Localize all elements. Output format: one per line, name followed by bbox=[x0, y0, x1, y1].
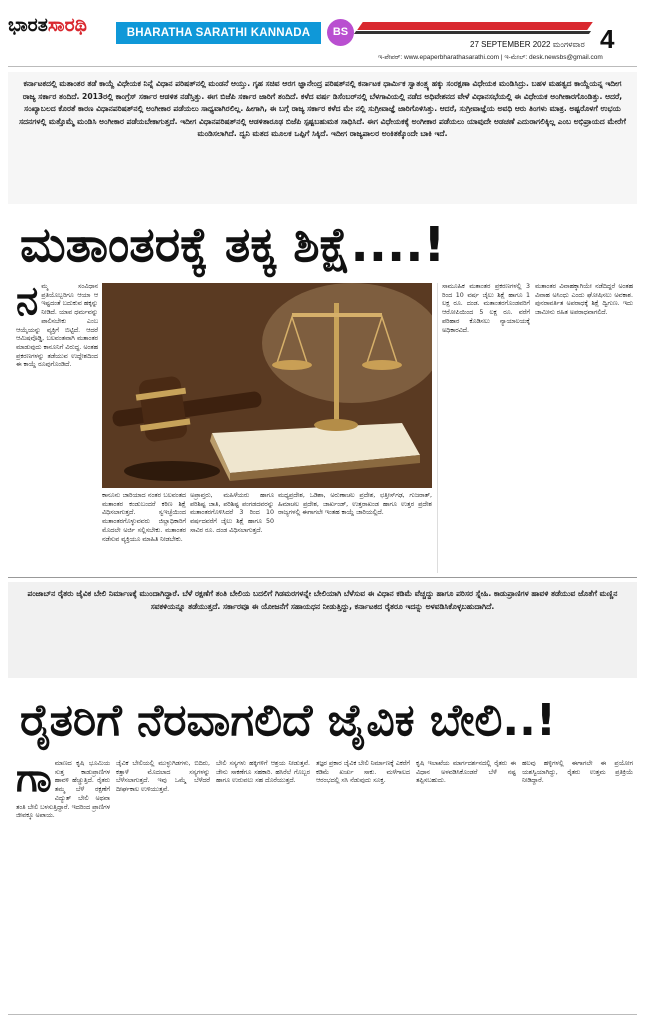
contact-links: ಇ-ಪೇಪರ್: www.epaperbharathasarathi.com | ಇ-ಮೇಲ್: desk.newsbs@gmail.com bbox=[378, 54, 603, 61]
story2-column-6 bbox=[522, 760, 633, 1010]
decorative-red-swoosh bbox=[357, 22, 593, 30]
story2-column-4 bbox=[316, 760, 410, 1010]
story2-headline: ರೈತರಿಗೆ ನೆರವಾಗಲಿದೆ ಜೈವಿಕ ಬೇಲಿ..! bbox=[20, 695, 556, 746]
story2-column-1 bbox=[16, 760, 110, 1010]
story1-headline: ಮತಾಂತರಕ್ಕೆ ತಕ್ಕ ಶಿಕ್ಷೆ....! bbox=[20, 217, 446, 273]
story1-column-4-text: ಸಾಮೂಹಿಕ ಮತಾಂತರ ಪ್ರಕರಣಗಳಲ್ಲಿ 3 ರಿಂದ 10 ವರ್ಷ ಜೈಲು ಶಿಕ್ಷೆ ಹಾಗೂ 1 ಲಕ್ಷ ರೂ. ದಂಡ. ಮತಾಂತರಗೊಂಡವರಿಗೆ ಆರೋಪಿಯಿಂದ 5 ಲಕ್ಷ ರೂ. ವರೆಗೆ ಪರಿಹಾರ ಕೊಡಿಸಲು ನ್ಯಾಯಾಲಯಕ್ಕೆ ಅಧಿಕಾರವಿದೆ. bbox=[442, 283, 530, 334]
story2-column-3 bbox=[216, 760, 310, 1010]
newspaper-logo bbox=[8, 14, 87, 36]
story2-column-5-text: ಕೃಷಿ ಇಲಾಖೆಯ ಮಾರ್ಗದರ್ಶನದಲ್ಲಿ ರೈತರು ಈ ವಿಧಾನ ಅಳವಡಿಸಿಕೊಂಡರೆ ಬೆಳೆ ನಷ್ಟ ತಪ್ಪಿಸಬಹುದು. bbox=[416, 760, 516, 785]
story2-column-6-text: ಹಲವು ಹಳ್ಳಿಗಳಲ್ಲಿ ಈಗಾಗಲೇ ಈ ಪ್ರಯೋಗ ಯಶಸ್ವಿಯಾಗಿದ್ದು, ರೈತರು ಉತ್ತಮ ಪ್ರತಿಕ್ರಿಯೆ ನೀಡಿದ್ದಾರೆ. bbox=[522, 760, 633, 785]
page-bottom-rule bbox=[8, 1014, 637, 1015]
logo-accent-text: ಸಾರಥಿ bbox=[47, 14, 87, 36]
gavel-scales-illustration bbox=[102, 283, 432, 488]
story1-dropcap: ನ bbox=[16, 283, 39, 324]
decorative-dark-swoosh bbox=[354, 31, 591, 34]
story2-column-4-text: ತಜ್ಞರ ಪ್ರಕಾರ ಜೈವಿಕ ಬೇಲಿ ನಿರ್ಮಾಣಕ್ಕೆ ಎಕರೆಗೆ ಕಡಿಮೆ ಖರ್ಚು ಸಾಕು. ಮಳೆಗಾಲದ ಆರಂಭದಲ್ಲಿ ಸಸಿ ನೆಡುವುದು ಸೂಕ್ತ. bbox=[316, 760, 410, 785]
story1-column-1-text: ಮ್ಮ ಸಂವಿಧಾನ ಪ್ರತಿಯೊಬ್ಬರಿಗೂ ಆಯಾ ಆ ಇಷ್ಟದಂತೆ ಬದುಕುವ ಹಕ್ಕನ್ನು ನೀಡಿದೆ. ಯಾವ ಧರ್ಮವನ್ನು ಪಾಲಿಸಬೇಕು ಎಂಬ ಆಯ್ಕೆಯನ್ನು ವ್ಯಕ್ತಿಗೆ ಬಿಟ್ಟಿದೆ. ಆದರೆ ಆಮಿಷವೊಡ್ಡಿ, ಬಲವಂತವಾಗಿ ಮತಾಂತರ ಮಾಡುವುದು ಕಾನೂನಿಗೆ ವಿರುದ್ಧ. ಅಂತಹ ಪ್ರಕರಣಗಳನ್ನು ತಡೆಯುವ ಉದ್ದೇಶದಿಂದ ಈ ಕಾಯ್ದೆ ರೂಪುಗೊಂಡಿದೆ. bbox=[16, 283, 98, 369]
story2-column-1-text: ಮಾಣದ ಕೃಷಿ ಭೂಮಿಯ ಸುತ್ತ ಕಾಡುಪ್ರಾಣಿಗಳ ಹಾವಳಿ ಹೆಚ್ಚುತ್ತಿದೆ. ರೈತರು ತಮ್ಮ ಬೆಳೆ ರಕ್ಷಣೆಗೆ ವಿದ್ಯುತ್ ಬೇಲಿ ಅಥವಾ ತಂತಿ ಬೇಲಿ ಬಳಸುತ್ತಿದ್ದಾರೆ. ಇದರಿಂದ ಪ್ರಾಣಿಗಳ ಜೀವಕ್ಕೂ ಅಪಾಯ. bbox=[16, 760, 110, 820]
story1-column-3 bbox=[190, 492, 274, 573]
story2-column-2-text: ಜೈವಿಕ ಬೇಲಿಯಲ್ಲಿ ಮುಳ್ಳುಗಿಡಗಳು, ಬಿದಿರು, ಕತ್ತಾಳೆ ಮೊದಲಾದ ಸಸ್ಯಗಳನ್ನು ಬೆಳೆಸಲಾಗುತ್ತದೆ. ಇವು ಒಮ್ಮೆ ಬೆಳೆದರೆ ದೀರ್ಘಕಾಲ ಉಳಿಯುತ್ತವೆ. bbox=[116, 760, 210, 794]
bs-logo-badge: BS bbox=[327, 19, 354, 46]
story2-dropcap: ಗಾ bbox=[16, 760, 52, 801]
story1-column-2 bbox=[102, 492, 186, 573]
story1-column-6-text: ಮಧ್ಯಪ್ರದೇಶ, ಒಡಿಶಾ, ಅರುಣಾಚಲ ಪ್ರದೇಶ, ಛತ್ತೀಸ್‌ಗಢ, ಗುಜರಾತ್, ಹಿಮಾಚಲ ಪ್ರದೇಶ, ಜಾರ್ಖಂಡ್, ಉತ್ತರಾಖಂಡ ಹಾಗೂ ಉತ್ತರ ಪ್ರದೇಶ ರಾಜ್ಯಗಳಲ್ಲಿ ಈಗಾಗಲೇ ಇಂತಹ ಕಾಯ್ದೆ ಜಾರಿಯಲ್ಲಿದೆ. bbox=[278, 492, 432, 517]
gavel-scales-photo bbox=[102, 283, 432, 488]
story2-column-3-text: ಬೇಲಿ ಸಸ್ಯಗಳು ಹಕ್ಕಿಗಳಿಗೆ ಆಶ್ರಯ ನೀಡುತ್ತವೆ. ಜೇನು ಸಾಕಣೆಗೂ ಸಹಕಾರಿ. ಹಸಿರೆಲೆ ಗೊಬ್ಬರ ಹಾಗೂ ಉರುವಲು ಸಹ ದೊರೆಯುತ್ತದೆ. bbox=[216, 760, 310, 785]
story2-column-5 bbox=[416, 760, 516, 1010]
brand-banner: BHARATHA SARATHI KANNADA DAILY bbox=[116, 22, 321, 44]
story2-intro: ಪಂಜಾಬ್‌ನ ರೈತರು ಜೈವಿಕ ಬೇಲಿ ನಿರ್ಮಾಣಕ್ಕೆ ಮುಂದಾಗಿದ್ದಾರೆ. ಬೆಳೆ ರಕ್ಷಣೆಗೆ ತಂತಿ ಬೇಲಿಯ ಬದಲಿಗೆ ಗಿಡಮರಗಳನ್ನೇ ಬೇಲಿಯಾಗಿ ಬೆಳೆಸುವ ಈ ವಿಧಾನ ಕಡಿಮೆ ವೆಚ್ಚದ್ದು ಹಾಗೂ ಪರಿಸರ ಸ್ನೇಹಿ. ಕಾಡುಪ್ರಾಣಿಗಳ ಹಾವಳಿ ತಡೆಯುವ ಜೊತೆಗೆ ಮಣ್ಣಿನ ಸವಕಳಿಯನ್ನೂ ತಡೆಯುತ್ತದೆ. ಸರ್ಕಾರವೂ ಈ ಯೋಜನೆಗೆ ಸಹಾಯಧನ ನೀಡುತ್ತಿದ್ದು, ಕರ್ನಾಟಕದ ರೈತರೂ ಇದನ್ನು ಅಳವಡಿಸಿಕೊಳ್ಳಬಹುದಾಗಿದೆ. bbox=[8, 582, 637, 678]
story1-column-4 bbox=[442, 283, 530, 573]
story1-intro: ಕರ್ನಾಟಕದಲ್ಲಿ ಮತಾಂತರ ತಡೆ ಕಾಯ್ದೆ ವಿಧೇಯಕ ನಿನ್ನೆ ವಿಧಾನ ಪರಿಷತ್‌ನಲ್ಲಿ ಮಂಡನೆ ಆಯ್ತು. ಗೃಹ ಸಚಿವ ಆರಗ ಜ್ಞಾನೇಂದ್ರ ಪರಿಷತ್‌ನಲ್ಲಿ ಕರ್ನಾಟಕ ಧಾರ್ಮಿಕ ಸ್ವಾತಂತ್ರ್ಯ ಹಕ್ಕು ಸಂರಕ್ಷಣಾ ವಿಧೇಯಕ ಮಂಡಿಸಿದ್ರು. ಬಹಳ ಮಹತ್ವದ ಕಾಯ್ದೆಯನ್ನ ಇದೀಗ ರಾಜ್ಯ ಸರ್ಕಾರ ತಂದಿದೆ. 2013ರಲ್ಲಿ ಕಾಂಗ್ರೆಸ್ ಸರ್ಕಾರ ಆಡಳಿತ ನಡೆಸ್ತಿತ್ತು. ಈಗ ಬಿಜೆಪಿ ಸರ್ಕಾರ ಜಾರಿಗೆ ತಂದಿದೆ. ಕಳೆದ ವರ್ಷ ಡಿಸೆಂಬರ್‌ನಲ್ಲಿ ಬೆಳಗಾವಿಯಲ್ಲಿ ನಡೆದ ಅಧಿವೇಶನದ ವೇಳೆ ವಿಧಾನಸಭೆಯಲ್ಲಿ ಈ ವಿಧೇಯಕ ಅಂಗೀಕಾರಗೊಂಡಿತ್ತು. ಆದರೆ, ಸಂಖ್ಯಾಬಲದ ಕೊರತೆ ಕಾರಣ ವಿಧಾನಪರಿಷತ್‌ನಲ್ಲಿ ಅಂಗೀಕಾರ ಪಡೆಯಲು ಸಾಧ್ಯವಾಗಿರಲಿಲ್ಲ. ಹೀಗಾಗಿ, ಈ ಬಗ್ಗೆ ರಾಜ್ಯ ಸರ್ಕಾರ ಕಳೆದ ಮೇ ನಲ್ಲಿ ಸುಗ್ರೀವಾಜ್ಞೆ ಜಾರಿಗೊಳಿಸಿತ್ತು. ಆದರೆ, ಸುಗ್ರೀವಾಜ್ಞೆಯ ಅವಧಿ ಆರು ತಿಂಗಳು ಮಾತ್ರ. ಅಷ್ಟರೊಳಗೆ ಉಭಯ ಸದನಗಳಲ್ಲಿ ಮತ್ತೊಮ್ಮೆ ಮಂಡಿಸಿ ಅಂಗೀಕಾರ ಪಡೆಯಬೇಕಾಗುತ್ತದೆ. ಇದೀಗ ವಿಧಾನಪರಿಷತ್‌ನಲ್ಲಿ ಆಡಳಿತಾರೂಢ ಬಿಜೆಪಿ ಸ್ಪಷ್ಟಬಹುಮತ ಸಾಧಿಸಿದೆ. ಈಗ ವಿಧೇಯಕಕ್ಕೆ ಅಂಗೀಕಾರ ಪಡೆಯಲು ಯಾವುದೇ ಅಡಚಣೆ ಎದುರಾಗಲಿಕ್ಕಿಲ್ಲ ಎಂಬ ಅಭಿಪ್ರಾಯದ ಮೇರೆಗೆ ಮಂಡಿಸಲಾಗಿದೆ. ದ್ವನಿ ಮತದ ಮೂಲಕ ಒಪ್ಪಿಗೆ ಸಿಕ್ಕಿದೆ. ಇದೀಗ ರಾಜ್ಯಪಾಲರ ಅಂಕಿತಕ್ಕೊಂದೇ ಬಾಕಿ ಇದೆ. bbox=[8, 72, 637, 204]
story1-column-1 bbox=[16, 283, 98, 573]
logo-text: ಭಾರತ bbox=[8, 14, 48, 36]
story1-column-3-text: ಅಪ್ರಾಪ್ತರು, ಮಹಿಳೆಯರು ಹಾಗೂ ಪರಿಶಿಷ್ಟ ಜಾತಿ, ಪರಿಶಿಷ್ಟ ಪಂಗಡದವರನ್ನು ಮತಾಂತರಗೊಳಿಸಿದರೆ 3 ರಿಂದ 10 ವರ್ಷದವರೆಗೆ ಜೈಲು ಶಿಕ್ಷೆ ಹಾಗೂ 50 ಸಾವಿರ ರೂ. ದಂಡ ವಿಧಿಸಲಾಗುತ್ತದೆ. bbox=[190, 492, 274, 534]
masthead bbox=[0, 0, 645, 70]
story1-column-5-text: ಮತಾಂತರ ವಿವಾಹಕ್ಕಾಗಿಯೇ ನಡೆದಿದ್ದರೆ ಅಂತಹ ವಿವಾಹ ಅಸಿಂಧು ಎಂದು ಘೋಷಿಸಲು ಅವಕಾಶ. ಪುನರಾವರ್ತಿತ ಅಪರಾಧಕ್ಕೆ ಶಿಕ್ಷೆ ದ್ವಿಗುಣ. ಇದು ಜಾಮೀನು ರಹಿತ ಅಪರಾಧವಾಗಲಿದೆ. bbox=[535, 283, 633, 317]
masthead-divider bbox=[8, 66, 637, 67]
story1-column-2-text: ಕಾನೂನು ಜಾರಿಯಾದ ನಂತರ ಬಲವಂತದ ಮತಾಂತರ ಕಂಡುಬಂದರೆ ಕಠಿಣ ಶಿಕ್ಷೆ ವಿಧಿಸಲಾಗುತ್ತದೆ. ಸ್ವಇಚ್ಛೆಯಿಂದ ಮತಾಂತರಗೊಳ್ಳುವವರು ಜಿಲ್ಲಾಧಿಕಾರಿಗೆ ಮೊದಲೇ ಅರ್ಜಿ ಸಲ್ಲಿಸಬೇಕು. ಮತಾಂತರ ನಡೆಸುವ ವ್ಯಕ್ತಿಯೂ ಮಾಹಿತಿ ನೀಡಬೇಕು. bbox=[102, 492, 186, 543]
page-number: 4 bbox=[600, 24, 615, 54]
story1-column-6 bbox=[278, 492, 432, 573]
column-divider bbox=[437, 283, 438, 573]
issue-date: 27 SEPTEMBER 2022 ಮಂಗಳವಾರ bbox=[470, 40, 585, 49]
story1-column-5 bbox=[535, 283, 633, 573]
story-divider bbox=[8, 577, 637, 578]
story2-column-2 bbox=[116, 760, 210, 1010]
